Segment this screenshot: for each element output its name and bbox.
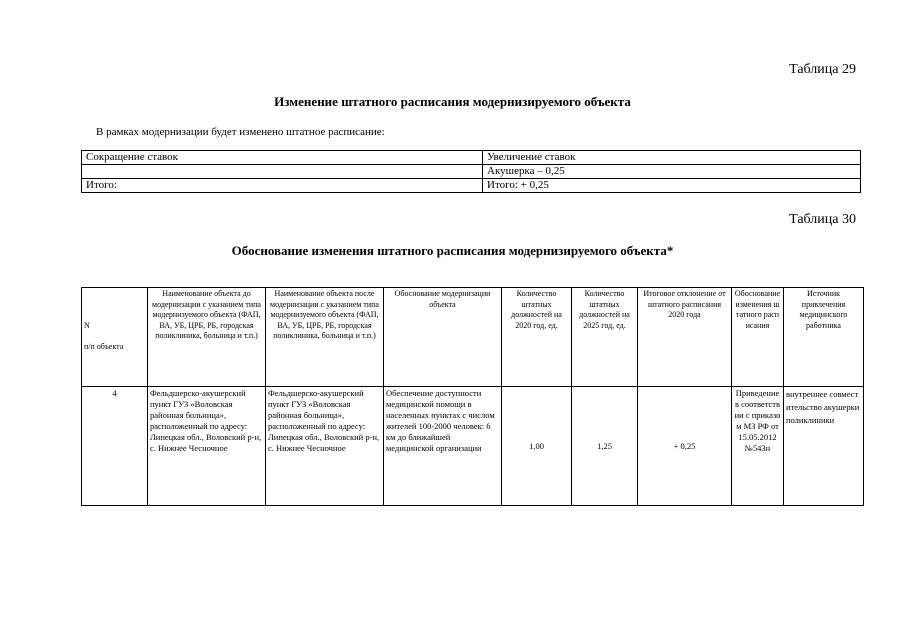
table-cell: + 0,25	[638, 387, 732, 506]
table-cell: внутреннее совместительство акушерки поликлиники	[784, 387, 864, 506]
header-cell: Источник привлечения медицинского работника	[784, 288, 864, 387]
header-cell: N п/п объекта	[82, 288, 148, 387]
header-cell: Наименование объекта до модернизации с указанием типа модернизуемого объекта (ФАП, ВА, УБ, ЦРБ, РБ, городская поликлиника, больница и т.п.)	[148, 288, 266, 387]
table-cell: 1,00	[502, 387, 572, 506]
staff-justification-table	[81, 287, 864, 506]
table29-label: Таблица 29	[789, 62, 856, 77]
table-row	[82, 151, 861, 165]
table30-title: Обоснование изменения штатного расписания модернизируемого объекта*	[231, 243, 674, 258]
table-cell: Итого:	[82, 179, 483, 193]
table29-title: Изменение штатного расписания модернизируемого объекта	[274, 94, 631, 109]
table-cell: Увеличение ставок	[483, 151, 861, 165]
table-cell: Обеспечение доступности медицинской помощи в населенных пунктах с числом жителей 100-2000 человек: 6 км до ближайшей медицинской организации	[384, 387, 502, 506]
header-cell: Наименование объекта после модернизации с указанием типа модернизуемого объекта (ФАП, ВА, УБ, ЦРБ, РБ, городская поликлиника, больница и т.п.)	[266, 288, 384, 387]
table-cell: 4	[82, 387, 148, 506]
table-cell: Сокращение ставок	[82, 151, 483, 165]
table-row	[82, 387, 864, 506]
table-cell: 1,25	[572, 387, 638, 506]
table30-label: Таблица 30	[789, 212, 856, 227]
table-cell: Итого: + 0,25	[483, 179, 861, 193]
table-cell	[82, 165, 483, 179]
table-cell: Фельдшерско-акушерский пункт ГУЗ «Воловская районная больница», расположенный по адресу: Липецкая обл., Воловский р-н, с. Нижнее Чесночное	[266, 387, 384, 506]
header-cell: Количество штатных должностей на 2020 год, ед.	[502, 288, 572, 387]
staff-change-table	[81, 150, 861, 193]
table-cell: Акушерка – 0,25	[483, 165, 861, 179]
header-cell: Обоснование модернизации объекта	[384, 288, 502, 387]
header-cell: Итоговое отклонение от штатного расписания 2020 года	[638, 288, 732, 387]
header-cell: Обоснование изменения штатного расписания	[732, 288, 784, 387]
table-cell: Фельдшерско-акушерский пункт ГУЗ «Воловская районная больница», расположенный по адресу: Липецкая обл., Воловский р-н, с. Нижнее Чесночное	[148, 387, 266, 506]
table-cell: Приведение в соответствии с приказом МЗ РФ от 15.05.2012 №543н	[732, 387, 784, 506]
header-cell: Количество штатных должностей на 2025 год, ед.	[572, 288, 638, 387]
table-row	[82, 165, 861, 179]
table-header-row	[82, 288, 864, 387]
table29-intro: В рамках модернизации будет изменено штатное расписание:	[96, 126, 385, 138]
table-row	[82, 179, 861, 193]
